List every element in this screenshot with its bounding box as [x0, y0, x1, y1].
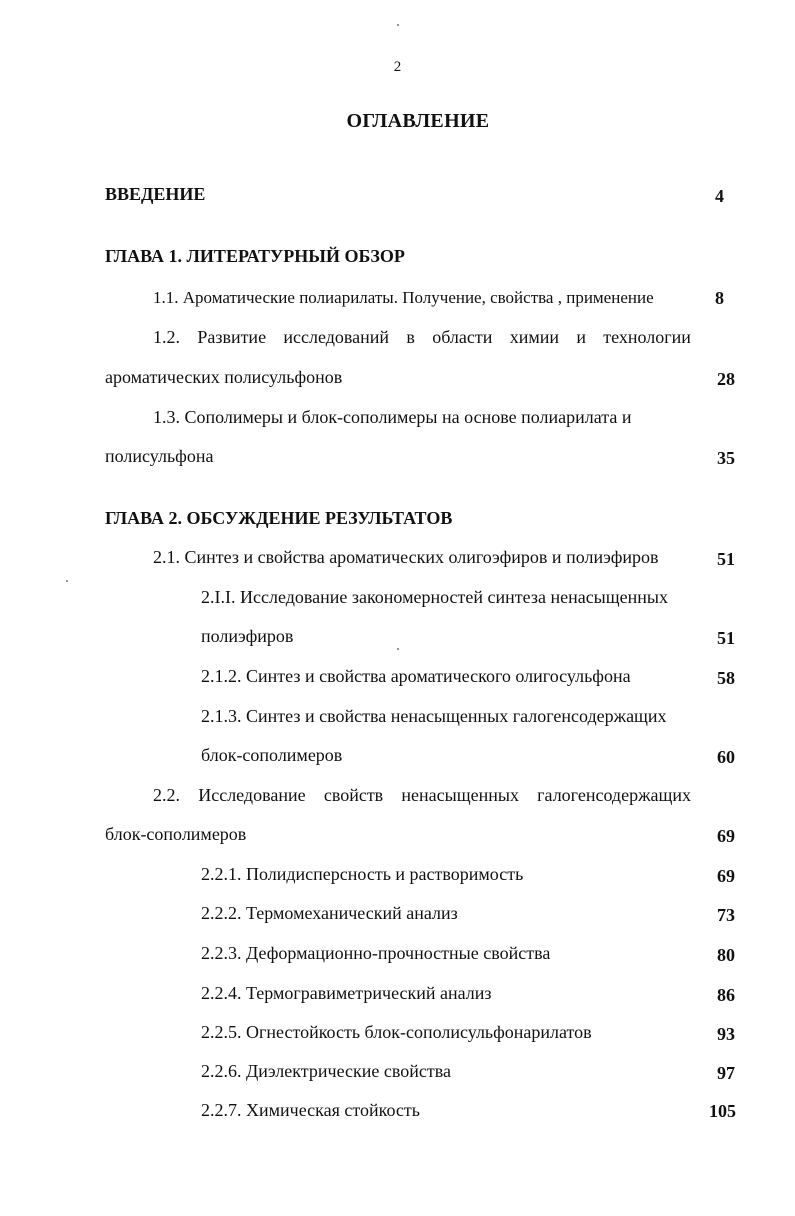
- page-number: 2: [393, 59, 402, 75]
- toc-entry-2-1-2: 2.1.2. Синтез и свойства ароматического олигосульфона: [201, 666, 631, 686]
- toc-chapter2-heading: ГЛАВА 2. ОБСУЖДЕНИЕ РЕЗУЛЬТАТОВ: [105, 508, 453, 528]
- toc-entry-2-2-7: 2.2.7. Химическая стойкость: [201, 1100, 420, 1120]
- word: ненасыщенных: [401, 785, 519, 805]
- toc-entry-1-3: 1.3. Сополимеры и блок-сополимеры на основе полиарилата и: [153, 407, 632, 427]
- toc-entry-2-2-4: 2.2.4. Термогравиметрический анализ: [201, 983, 492, 1003]
- toc-entry-2-1-2-page: 58: [717, 668, 735, 688]
- toc-entry-2-2-2-page: 73: [717, 905, 735, 925]
- toc-entry-2-1-3-page: 60: [717, 747, 735, 767]
- toc-entry-2-2-1: 2.2.1. Полидисперсность и растворимость: [201, 864, 524, 884]
- toc-intro-label: ВВЕДЕНИЕ: [105, 184, 206, 204]
- toc-entry-2-2-3: 2.2.3. Деформационно-прочностные свойства: [201, 943, 551, 963]
- word: Развитие: [197, 327, 267, 347]
- word: 1.2.: [153, 327, 180, 347]
- toc-entry-1-3-page: 35: [717, 448, 735, 468]
- toc-entry-1-3-cont: полисульфона: [105, 446, 214, 466]
- toc-chapter1-heading: ГЛАВА 1. ЛИТЕРАТУРНЫЙ ОБЗОР: [105, 246, 405, 266]
- toc-entry-2-1-3-cont: блок-сополимеров: [201, 745, 343, 765]
- scan-speck: [397, 24, 399, 26]
- toc-entry-2-2-6-page: 97: [717, 1063, 735, 1083]
- toc-entry-1-1-page: 8: [715, 288, 724, 308]
- toc-entry-2-2-2: 2.2.2. Термомеханический анализ: [201, 903, 458, 923]
- toc-entry-2-2-3-page: 80: [717, 945, 735, 965]
- toc-title: ОГЛАВЛЕНИЕ: [346, 110, 490, 132]
- toc-entry-2-2-7-page: 105: [709, 1101, 736, 1121]
- word: технологии: [603, 327, 691, 347]
- toc-entry-1-2-page: 28: [717, 369, 735, 389]
- toc-entry-2-1-1-cont: полиэфиров: [201, 626, 294, 646]
- word: области: [432, 327, 493, 347]
- toc-entry-2-2-1-page: 69: [717, 866, 735, 886]
- word: химии: [509, 327, 559, 347]
- toc-entry-2-2-4-page: 86: [717, 985, 735, 1005]
- word: галогенсодержащих: [537, 785, 691, 805]
- toc-entry-2-1: 2.1. Синтез и свойства ароматических олигоэфиров и полиэфиров: [153, 547, 659, 567]
- toc-entry-2-2-5: 2.2.5. Огнестойкость блок-сополисульфонарилатов: [201, 1022, 592, 1042]
- toc-entry-2-1-1-page: 51: [717, 628, 735, 648]
- toc-entry-2-1-page: 51: [717, 549, 735, 569]
- word: свойств: [323, 785, 384, 805]
- toc-entry-1-1: 1.1. Ароматические полиарилаты. Получение, свойства , применение: [153, 288, 654, 307]
- word: 2.2.: [153, 785, 180, 805]
- toc-entry-1-2-cont: ароматических полисульфонов: [105, 367, 343, 387]
- toc-entry-2-2-page: 69: [717, 826, 735, 846]
- word: в: [406, 327, 415, 347]
- toc-intro-page: 4: [715, 186, 724, 206]
- toc-entry-2-2: [153, 785, 691, 806]
- toc-entry-2-1-1: 2.I.I. Исследование закономерностей синтеза ненасыщенных: [201, 587, 668, 607]
- word: Исследование: [198, 785, 306, 805]
- scan-speck: [397, 648, 399, 650]
- toc-entry-2-2-5-page: 93: [717, 1024, 735, 1044]
- word: и: [576, 327, 586, 347]
- toc-entry-2-1-3: 2.1.3. Синтез и свойства ненасыщенных галогенсодержащих: [201, 706, 667, 726]
- word: исследований: [283, 327, 390, 347]
- scan-speck: [66, 580, 68, 582]
- toc-entry-2-2-cont: блок-сополимеров: [105, 824, 247, 844]
- toc-entry-1-2: [153, 327, 691, 348]
- toc-entry-2-2-6: 2.2.6. Диэлектрические свойства: [201, 1061, 451, 1081]
